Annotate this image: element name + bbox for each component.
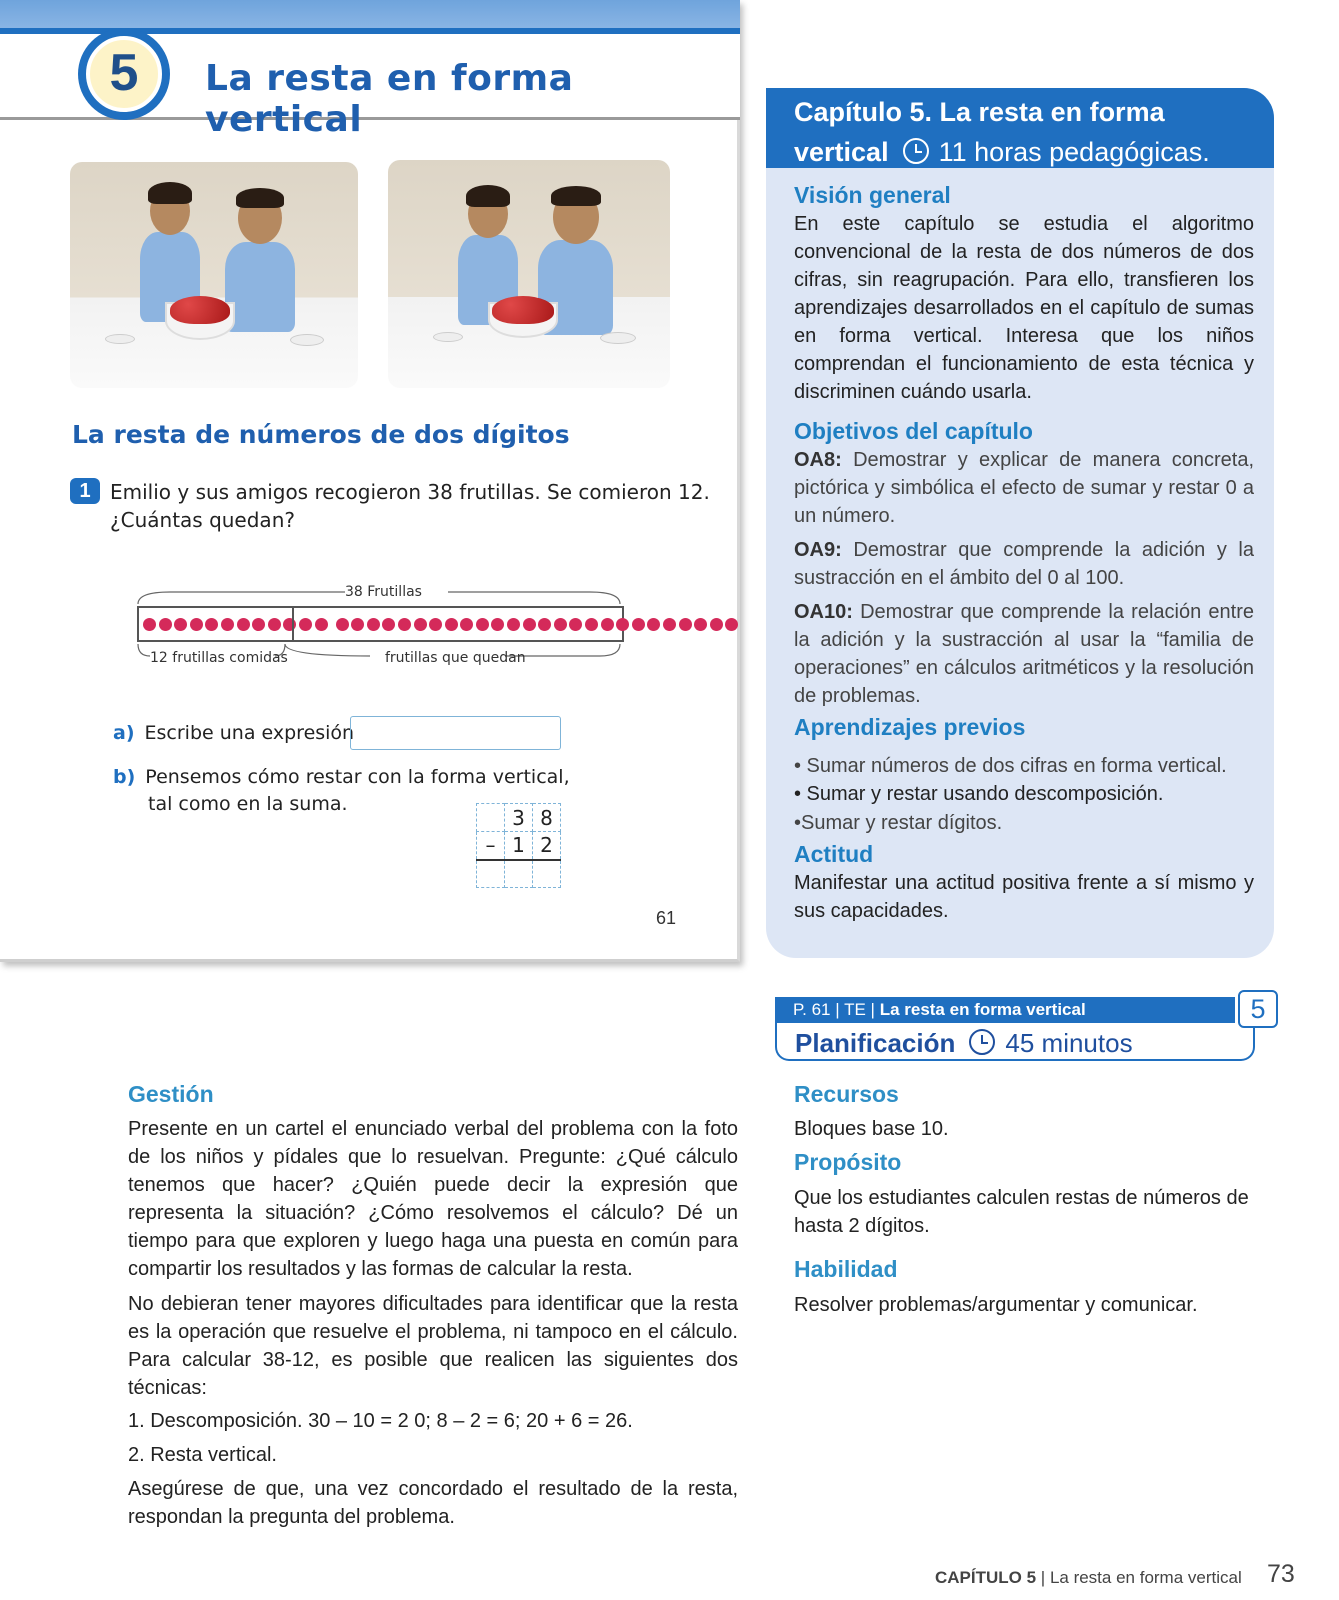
objectives-heading: Objetivos del capítulo [794,418,1033,444]
strawberry-icon [268,618,281,631]
objective-oa8 [794,446,1254,530]
question-a-label: a) [113,722,135,744]
alarm-clock-icon [903,138,929,164]
planning-label: Planificación [795,1028,956,1058]
strawberry-icon [632,618,645,631]
question-a [113,722,354,744]
strawberry-icon [367,618,380,631]
panel-title-line-1: Capítulo 5. La resta en forma [794,97,1165,127]
strawberry-icon [398,618,411,631]
bar-te: TE [844,1000,866,1019]
strawberry-icon [725,618,738,631]
strawberry-icon [351,618,364,631]
strawberry-icon [585,618,598,631]
panel-title-line-2: vertical [794,137,889,167]
question-b-label: b) [113,766,136,788]
question-b [113,766,570,788]
grid-cell: 1 [505,832,533,860]
chapter-number: 5 [86,36,162,112]
skill-text: Resolver problemas/argumentar y comunicar. [794,1294,1198,1316]
minus-sign: – [477,832,505,860]
management-item: 1. Descomposición. 30 – 10 = 2 0; 8 – 2 = 6; 20 + 6 = 26. [128,1410,633,1432]
strawberry-icons [143,618,741,631]
oa10-code: OA10: [794,601,853,623]
purpose-text: Que los estudiantes calculen restas de números de hasta 2 dígitos. [794,1187,1249,1237]
footer-page-number: 73 [1267,1560,1295,1588]
strawberry-icon [663,618,676,631]
question-b-text-1: Pensemos cómo restar con la forma vertical, [145,766,570,788]
strawberry-icon [429,618,442,631]
oa9-code: OA9: [794,539,842,561]
strawberry-tape-diagram [137,606,624,642]
photo-kids-eating [70,162,358,388]
problem-line-2: ¿Cuántas quedan? [110,508,295,532]
planning-minutes: 45 minutos [1005,1028,1133,1058]
prior-item: •Sumar y restar dígitos. [794,812,1003,834]
problem-number: 1 [70,478,100,504]
answer-box[interactable] [350,716,561,750]
oa9-text: Demostrar que comprende la adición y la sustracción en el ámbito del 0 al 100. [794,539,1254,589]
prior-item: • Sumar y restar usando descomposición. [794,783,1164,805]
tape-divider [292,606,294,642]
page-number: 61 [656,908,677,928]
vision-text: En este capítulo se estudia el algoritmo convencional de la resta de dos números de dos cifras, sin reagrupación. Para ello, transfieren los aprendizajes desarrollados en el capítulo de sumas en forma vertical. Interesa que los niños comprendan el funcionamiento de esta técnica y discriminen cuándo usarla. [794,213,1254,403]
strawberry-icon [336,618,349,631]
panel-header [766,88,1274,168]
management-heading: Gestión [128,1081,214,1107]
prior-item: • Sumar números de dos cifras en forma vertical. [794,755,1227,777]
management-item: 2. Resta vertical. [128,1444,277,1466]
management-paragraph: No debieran tener mayores dificultades para identificar que la resta es la operación que resuelve el problema, ni tampoco en el cálculo. Para calcular 38-12, es posible que realicen las siguientes dos técnicas: [128,1293,738,1399]
planning-bar: P. 61 | TE | La resta en forma vertical [775,997,1235,1023]
strawberry-icon [143,618,156,631]
chapter-title: La resta en forma vertical [205,58,574,140]
attitude-heading: Actitud [794,841,874,867]
strawberry-icon [710,618,723,631]
grid-cell [477,804,505,832]
answer-cell[interactable] [533,860,561,888]
bar-page: P. 61 [793,1000,831,1019]
answer-cell[interactable] [505,860,533,888]
strawberry-icon [601,618,614,631]
vision-heading: Visión general [794,182,951,208]
resources-text: Bloques base 10. [794,1118,949,1140]
student-page [0,0,740,962]
panel-hours: 11 horas pedagógicas. [938,137,1210,167]
strawberry-icon [538,618,551,631]
management-paragraph: Presente en un cartel el enunciado verbal del problema con la foto de los niños y pídales que lo resuelvan. Pregunte: ¿Qué cálculo tenemos que hacer? ¿Quién puede decir la expresión que representa la situación? ¿Cómo resolvemos el cálculo? Dé un tiempo para que exploren y luego haga una puesta en común para compartir los resultados y las formas de calcular la resta. [128,1118,738,1280]
strawberry-icon [283,618,296,631]
answer-cell[interactable] [477,860,505,888]
oa8-code: OA8: [794,449,842,471]
strawberry-icon [221,618,234,631]
objective-oa10 [794,598,1254,710]
management-paragraph: Asegúrese de que, una vez concordado el resultado de la resta, respondan la pregunta del problema. [128,1478,738,1528]
grid-cell: 8 [533,804,561,832]
chapter-tab: 5 [1238,990,1278,1028]
strawberry-icon [205,618,218,631]
objective-oa9 [794,536,1254,592]
strawberry-icon [237,618,250,631]
strawberry-icon [174,618,187,631]
oa8-text: Demostrar y explicar de manera concreta, pictórica y simbólica el efecto de sumar y restar 0 a un número. [794,449,1255,527]
question-b-text-2: tal como en la suma. [148,793,348,815]
purpose-heading: Propósito [794,1149,902,1175]
attitude-text: Manifestar una actitud positiva frente a sí mismo y sus capacidades. [794,872,1254,922]
vertical-subtraction-grid [476,803,561,888]
strawberry-icon [491,618,504,631]
footer-chapter: CAPÍTULO 5 [935,1568,1037,1587]
strawberry-icon [523,618,536,631]
oa10-text: Demostrar que comprende la relación entre la adición y la sustracción al usar la “familia de operaciones” en cálculos aritméticos y la resolución de problemas. [794,601,1254,707]
problem-line-1: Emilio y sus amigos recogieron 38 frutillas. Se comieron 12. [110,480,710,504]
strawberry-icon [616,618,629,631]
resources-heading: Recursos [794,1081,899,1107]
strawberry-icon [190,618,203,631]
photo-kids-counting [388,160,670,388]
footer-title: La resta en forma vertical [1049,1568,1242,1587]
strawberry-icon [414,618,427,631]
problem-statement [110,478,710,534]
planning-title [795,1028,1133,1059]
strawberry-icon [569,618,582,631]
section-title: La resta de números de dos dígitos [72,420,570,449]
prior-learning-heading: Aprendizajes previos [794,714,1026,740]
strawberry-icon [159,618,172,631]
skill-heading: Habilidad [794,1256,898,1282]
strawberry-icon [694,618,707,631]
strawberry-icon [647,618,660,631]
chapter-badge [78,28,170,120]
bar-title: La resta en forma vertical [879,1000,1086,1019]
strawberry-icon [554,618,567,631]
footer: CAPÍTULO 5 | La resta en forma vertical [935,1568,1242,1587]
strawberry-icon [299,618,312,631]
tape-total-label: 38 Frutillas [345,584,422,600]
strawberry-icon [507,618,520,631]
grid-cell: 2 [533,832,561,860]
strawberry-icon [679,618,692,631]
strawberry-icon [460,618,473,631]
strawberry-icon [382,618,395,631]
strawberry-icon [315,618,328,631]
tape-left-label: 12 frutillas comidas [150,650,288,666]
alarm-clock-icon [969,1029,995,1055]
question-a-text: Escribe una expresión [144,722,355,744]
strawberry-icon [252,618,265,631]
tape-right-label: frutillas que quedan [385,650,526,666]
strawberry-icon [445,618,458,631]
grid-cell: 3 [505,804,533,832]
strawberry-icon [476,618,489,631]
